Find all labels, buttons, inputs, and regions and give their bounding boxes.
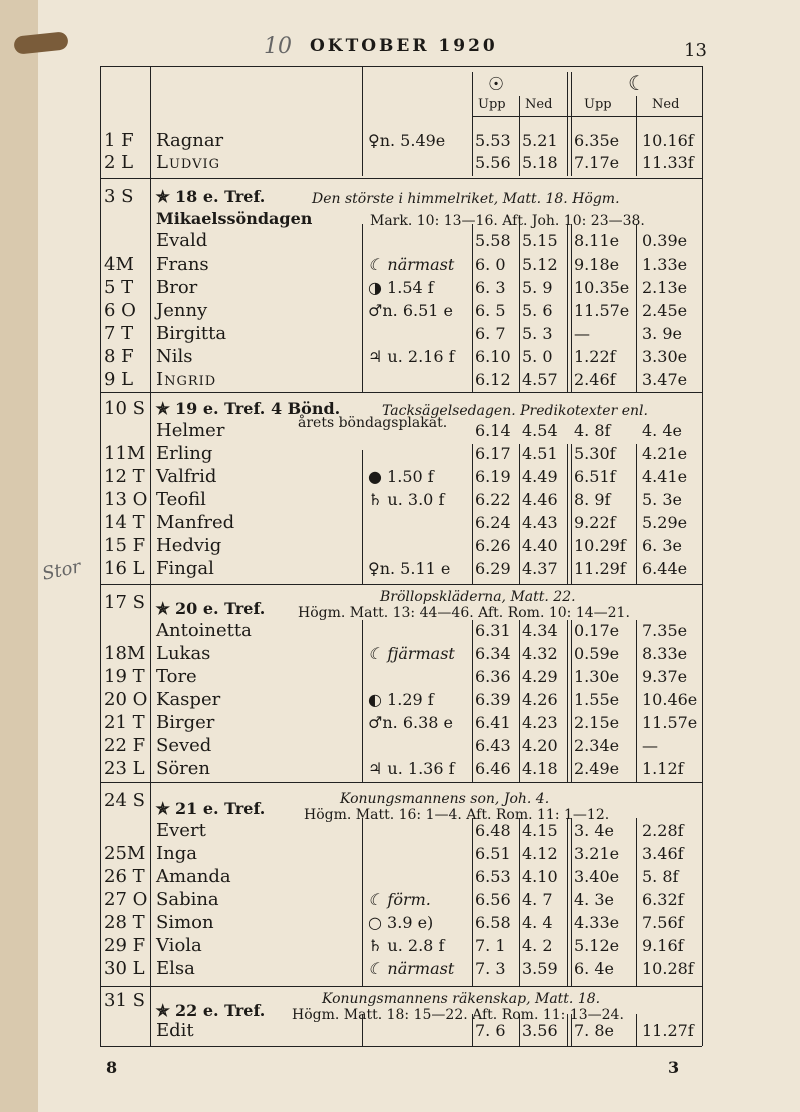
row-moon-up: 2.15e bbox=[574, 713, 620, 732]
row-sun-up: 6. 5 bbox=[475, 301, 506, 320]
row-moon-up: 11.57e bbox=[574, 301, 630, 320]
col-seg-su-2 bbox=[472, 620, 473, 782]
sunday-title: ✯ 19 e. Tref. 4 Bönd. bbox=[156, 399, 341, 418]
col-seg-md-4 bbox=[636, 1014, 637, 1046]
row-sun-up: 6.56 bbox=[475, 890, 511, 909]
margin-note: Stor bbox=[40, 556, 83, 585]
row-sun-down: 4.32 bbox=[522, 644, 558, 663]
row-sun-up: 6.17 bbox=[475, 444, 511, 463]
table-top-line bbox=[100, 66, 702, 67]
row-sun-down: 5. 9 bbox=[522, 278, 553, 297]
row-moon-down: 8.33e bbox=[642, 644, 688, 663]
col-seg-mu2-3 bbox=[571, 818, 572, 986]
row-day: 5 T bbox=[104, 277, 134, 298]
row-sun-down: 3.59 bbox=[522, 959, 558, 978]
row-day: 31 S bbox=[104, 990, 145, 1011]
row-moon-up: 4. 3e bbox=[574, 890, 614, 909]
row-sun-down: 4. 2 bbox=[522, 936, 553, 955]
col-line-day bbox=[150, 66, 151, 1046]
sunday-gospel: Bröllopskläderna, Matt. 22. bbox=[380, 589, 576, 605]
row-event: ◑ 1.54 f bbox=[368, 278, 434, 297]
col-seg-mu-0 bbox=[567, 224, 568, 392]
row-sun-down: 4.26 bbox=[522, 690, 558, 709]
head-rule bbox=[472, 116, 702, 117]
row-moon-up: 2.49e bbox=[574, 759, 620, 778]
row-sun-up: 5.56 bbox=[475, 153, 511, 172]
row-name: Inga bbox=[156, 843, 197, 864]
row-moon-down: 3. 9e bbox=[642, 324, 682, 343]
row-sun-up: 6.14 bbox=[475, 421, 511, 440]
sunday-gospel: Konungsmannens son, Joh. 4. bbox=[340, 791, 550, 807]
row-event: ♀n. 5.49e bbox=[368, 131, 446, 150]
row-moon-down: 6. 3e bbox=[642, 536, 682, 555]
row-name: Tore bbox=[156, 666, 197, 687]
row-sun-down: 5.15 bbox=[522, 231, 558, 250]
row-sun-up: 6. 0 bbox=[475, 255, 506, 274]
row-sun-up: 6. 3 bbox=[475, 278, 506, 297]
row-sun-up: 6.39 bbox=[475, 690, 511, 709]
row-sun-down: 3.56 bbox=[522, 1021, 558, 1040]
row-moon-down: 1.12f bbox=[642, 759, 684, 778]
row-moon-down: 2.45e bbox=[642, 301, 688, 320]
row-day: 2 L bbox=[104, 152, 134, 173]
row-name: Evald bbox=[156, 230, 208, 251]
row-sun-up: 6.26 bbox=[475, 536, 511, 555]
page-title: OKTOBER 1920 bbox=[310, 36, 498, 56]
row-moon-down: 3.46f bbox=[642, 844, 684, 863]
sunday-text: Högm. Matt. 16: 1—4. Aft. Rom. 11: 1—12. bbox=[304, 807, 610, 823]
row-sun-down: 4.18 bbox=[522, 759, 558, 778]
row-sun-up: 6.34 bbox=[475, 644, 511, 663]
row-sun-down: 4.29 bbox=[522, 667, 558, 686]
row-moon-down: 11.33f bbox=[642, 153, 694, 172]
row-name: Manfred bbox=[156, 512, 235, 533]
row-moon-up: 2.46f bbox=[574, 370, 616, 389]
row-sun-up: 6.58 bbox=[475, 913, 511, 932]
col-line-moon-down bbox=[636, 96, 637, 176]
sunday-text: Högm. Matt. 18: 15—22. Aft. Rom. 11: 13—24. bbox=[292, 1007, 624, 1023]
row-moon-down: 4.21e bbox=[642, 444, 688, 463]
row-name: Evert bbox=[156, 820, 206, 841]
row-sun-down: 4.12 bbox=[522, 844, 558, 863]
col-line-left bbox=[100, 66, 101, 1046]
row-event: ♂n. 6.51 e bbox=[368, 301, 453, 320]
row-day: 14 T bbox=[104, 512, 145, 533]
row-sun-down: 4.40 bbox=[522, 536, 558, 555]
row-moon-down: 3.30e bbox=[642, 347, 688, 366]
col-seg-su-3 bbox=[472, 818, 473, 986]
row-moon-up: 1.22f bbox=[574, 347, 616, 366]
row-name: Viola bbox=[156, 935, 202, 956]
sun-rise-heading: Upp bbox=[478, 97, 506, 112]
row-day: 7 T bbox=[104, 323, 134, 344]
row-sun-down: 4.54 bbox=[522, 421, 558, 440]
row-moon-up: 7. 8e bbox=[574, 1021, 614, 1040]
row-sun-up: 7. 3 bbox=[475, 959, 506, 978]
row-sun-up: 6.12 bbox=[475, 370, 511, 389]
row-event: årets böndagsplakat. bbox=[298, 415, 448, 431]
footer-left: 8 bbox=[106, 1058, 118, 1077]
row-day: 6 O bbox=[104, 300, 136, 321]
row-sun-down: 5.12 bbox=[522, 255, 558, 274]
row-moon-up: 4. 8f bbox=[574, 421, 611, 440]
row-name: Fingal bbox=[156, 558, 214, 579]
footer-right: 3 bbox=[668, 1058, 680, 1077]
row-moon-up: 7.17e bbox=[574, 153, 620, 172]
row-day: 30 L bbox=[104, 958, 145, 979]
row-sun-up: 5.58 bbox=[475, 231, 511, 250]
row-event: ♄ u. 2.8 f bbox=[368, 936, 445, 955]
row-moon-up: 6.51f bbox=[574, 467, 616, 486]
row-event: ☾ fjärmast bbox=[368, 644, 455, 663]
col-seg-event-2 bbox=[362, 620, 363, 782]
col-seg-event-0 bbox=[362, 224, 363, 392]
row-moon-down: 11.57e bbox=[642, 713, 698, 732]
col-seg-mu-1 bbox=[567, 444, 568, 584]
row-moon-up: 5.12e bbox=[574, 936, 620, 955]
row-day: 26 T bbox=[104, 866, 145, 887]
col-line-event bbox=[362, 66, 363, 176]
row-moon-up: 3. 4e bbox=[574, 821, 614, 840]
row-name: Valfrid bbox=[156, 466, 217, 487]
row-moon-down: 10.16f bbox=[642, 131, 694, 150]
row-moon-down: 11.27f bbox=[642, 1021, 694, 1040]
row-name: Edit bbox=[156, 1020, 194, 1041]
row-name: Kasper bbox=[156, 689, 221, 710]
moon-symbol: ☾ bbox=[628, 71, 646, 95]
row-moon-up: 1.55e bbox=[574, 690, 620, 709]
row-name: Birger bbox=[156, 712, 215, 733]
row-moon-up: 4.33e bbox=[574, 913, 620, 932]
row-day: 17 S bbox=[104, 592, 145, 613]
table-bottom-line bbox=[100, 1046, 702, 1047]
row-sun-down: 4.51 bbox=[522, 444, 558, 463]
row-moon-down: 10.46e bbox=[642, 690, 698, 709]
row-moon-up: 8.11e bbox=[574, 231, 620, 250]
row-name: Antoinetta bbox=[156, 620, 252, 641]
row-sun-down: 4.46 bbox=[522, 490, 558, 509]
row-moon-up: 0.17e bbox=[574, 621, 620, 640]
row-sun-up: 6.19 bbox=[475, 467, 511, 486]
col-seg-sd-3 bbox=[519, 818, 520, 986]
row-name: Elsa bbox=[156, 958, 195, 979]
row-sun-up: 6.46 bbox=[475, 759, 511, 778]
week-divider-1 bbox=[100, 392, 702, 393]
row-name: Hedvig bbox=[156, 535, 222, 556]
row-moon-down: 5. 3e bbox=[642, 490, 682, 509]
row-name: Sören bbox=[156, 758, 211, 779]
row-moon-up: 5.30f bbox=[574, 444, 616, 463]
row-moon-up: 6. 4e bbox=[574, 959, 614, 978]
row-name: Helmer bbox=[156, 420, 225, 441]
row-name: Seved bbox=[156, 735, 212, 756]
col-seg-md-1 bbox=[636, 444, 637, 584]
col-seg-sd-1 bbox=[519, 444, 520, 584]
row-name: Teofil bbox=[156, 489, 206, 510]
col-seg-mu-3 bbox=[567, 818, 568, 986]
row-event: ♃ u. 2.16 f bbox=[368, 347, 455, 366]
col-seg-md-0 bbox=[636, 224, 637, 392]
row-name: Frans bbox=[156, 254, 209, 275]
row-day: 29 F bbox=[104, 935, 146, 956]
col-seg-mu2-1 bbox=[571, 444, 572, 584]
row-moon-down: — bbox=[642, 736, 658, 755]
row-day: 20 O bbox=[104, 689, 148, 710]
row-moon-down: 5.29e bbox=[642, 513, 688, 532]
row-sun-down: 4.15 bbox=[522, 821, 558, 840]
col-seg-md-2 bbox=[636, 620, 637, 782]
row-moon-up: 3.21e bbox=[574, 844, 620, 863]
row-event: ○ 3.9 e) bbox=[368, 913, 434, 932]
row-name: Ragnar bbox=[156, 130, 224, 151]
row-event: ☾ närmast bbox=[368, 255, 455, 274]
sunday-title: ✯ 21 e. Tref. bbox=[156, 799, 266, 818]
moon-set-heading: Ned bbox=[652, 97, 680, 112]
col-line-right bbox=[702, 66, 703, 1046]
row-sun-up: 6.31 bbox=[475, 621, 511, 640]
row-moon-down: 3.47e bbox=[642, 370, 688, 389]
row-name: Erling bbox=[156, 443, 213, 464]
row-sun-up: 6.53 bbox=[475, 867, 511, 886]
col-seg-su-1 bbox=[472, 444, 473, 584]
col-seg-md-3 bbox=[636, 818, 637, 986]
row-moon-up: 10.29f bbox=[574, 536, 626, 555]
col-seg-su-0 bbox=[472, 224, 473, 392]
row-name: Sabina bbox=[156, 889, 219, 910]
row-moon-down: 9.16f bbox=[642, 936, 684, 955]
row-sun-down: 4.23 bbox=[522, 713, 558, 732]
row-sun-down: 4. 7 bbox=[522, 890, 553, 909]
row-sun-down: 4.49 bbox=[522, 467, 558, 486]
row-moon-down: 1.33e bbox=[642, 255, 688, 274]
row-moon-up: 11.29f bbox=[574, 559, 626, 578]
row-moon-down: 0.39e bbox=[642, 231, 688, 250]
row-day: 12 T bbox=[104, 466, 145, 487]
row-day: 3 S bbox=[104, 186, 134, 207]
sunday-text: Högm. Matt. 13: 44—46. Aft. Rom. 10: 14—21. bbox=[298, 605, 630, 621]
sunday-text-2: Mark. 10: 13—16. Aft. Joh. 10: 23—38. bbox=[370, 213, 645, 229]
row-sun-up: 6.43 bbox=[475, 736, 511, 755]
row-sun-down: 5. 6 bbox=[522, 301, 553, 320]
row-sun-up: 6.41 bbox=[475, 713, 511, 732]
page-number: 13 bbox=[684, 40, 707, 61]
row-moon-down: 4. 4e bbox=[642, 421, 682, 440]
row-day: 28 T bbox=[104, 912, 145, 933]
row-name: Bror bbox=[156, 277, 198, 298]
row-day: 19 T bbox=[104, 666, 145, 687]
row-moon-down: 10.28f bbox=[642, 959, 694, 978]
row-moon-up: 8. 9f bbox=[574, 490, 611, 509]
row-name: Ludvig bbox=[156, 152, 221, 173]
row-moon-down: 6.32f bbox=[642, 890, 684, 909]
row-sun-up: 6.48 bbox=[475, 821, 511, 840]
row-sun-up: 6.24 bbox=[475, 513, 511, 532]
row-sun-down: 5.21 bbox=[522, 131, 558, 150]
row-sun-up: 6.22 bbox=[475, 490, 511, 509]
row-moon-up: 9.18e bbox=[574, 255, 620, 274]
row-event: ● 1.50 f bbox=[368, 467, 434, 486]
row-sun-down: 4.20 bbox=[522, 736, 558, 755]
row-event: ♄ u. 3.0 f bbox=[368, 490, 445, 509]
row-name: Lukas bbox=[156, 643, 211, 664]
sunday-title: ✯ 22 e. Tref. bbox=[156, 1001, 266, 1020]
row-event: ☾ förm. bbox=[368, 890, 431, 909]
row-day: 24 S bbox=[104, 790, 145, 811]
row-event: ♃ u. 1.36 f bbox=[368, 759, 455, 778]
row-moon-down: 7.35e bbox=[642, 621, 688, 640]
row-sun-down: 4.34 bbox=[522, 621, 558, 640]
row-day: 1 F bbox=[104, 130, 134, 151]
sun-set-heading: Ned bbox=[525, 97, 553, 112]
row-name: Birgitta bbox=[156, 323, 227, 344]
row-day: 8 F bbox=[104, 346, 134, 367]
col-line-moon-up-b bbox=[571, 72, 572, 176]
row-moon-up: 6.35e bbox=[574, 131, 620, 150]
row-moon-up: 1.30e bbox=[574, 667, 620, 686]
col-seg-sd-2 bbox=[519, 620, 520, 782]
row-day: 4M bbox=[104, 254, 134, 275]
row-day: 9 L bbox=[104, 369, 134, 390]
sunday-feast: Mikaelssöndagen bbox=[156, 209, 313, 228]
row-moon-up: — bbox=[574, 324, 590, 343]
row-day: 10 S bbox=[104, 398, 145, 419]
col-seg-event-3 bbox=[362, 818, 363, 986]
row-day: 11M bbox=[104, 443, 146, 464]
sun-symbol: ☉ bbox=[488, 74, 505, 95]
row-moon-up: 3.40e bbox=[574, 867, 620, 886]
row-sun-up: 6.29 bbox=[475, 559, 511, 578]
row-name: Amanda bbox=[156, 866, 231, 887]
row-sun-up: 6.51 bbox=[475, 844, 511, 863]
row-event: ◐ 1.29 f bbox=[368, 690, 434, 709]
row-sun-down: 5.18 bbox=[522, 153, 558, 172]
row-day: 25M bbox=[104, 843, 146, 864]
row-moon-up: 0.59e bbox=[574, 644, 620, 663]
row-sun-up: 6.10 bbox=[475, 347, 511, 366]
row-day: 22 F bbox=[104, 735, 146, 756]
row-sun-down: 5. 0 bbox=[522, 347, 553, 366]
row-sun-up: 6.36 bbox=[475, 667, 511, 686]
sunday-gospel: Konungsmannens räkenskap, Matt. 18. bbox=[322, 991, 601, 1007]
col-seg-mu2-0 bbox=[571, 224, 572, 392]
col-line-sun-up bbox=[472, 72, 473, 176]
row-name: Ingrid bbox=[156, 369, 217, 390]
col-line-moon-up bbox=[567, 72, 568, 176]
page-gutter bbox=[0, 0, 38, 1112]
row-name: Nils bbox=[156, 346, 193, 367]
sunday-title: ✯ 18 e. Tref. bbox=[156, 187, 266, 206]
week-divider-3 bbox=[100, 782, 702, 783]
pencil-mark: 10 bbox=[264, 34, 292, 59]
row-day: 27 O bbox=[104, 889, 148, 910]
row-event: ♂n. 6.38 e bbox=[368, 713, 453, 732]
row-sun-up: 6. 7 bbox=[475, 324, 506, 343]
week-divider-0 bbox=[100, 178, 702, 179]
row-moon-up: 10.35e bbox=[574, 278, 630, 297]
row-moon-down: 9.37e bbox=[642, 667, 688, 686]
row-day: 13 O bbox=[104, 489, 148, 510]
row-name: Simon bbox=[156, 912, 214, 933]
row-sun-down: 4.43 bbox=[522, 513, 558, 532]
row-sun-down: 4.10 bbox=[522, 867, 558, 886]
row-day: 15 F bbox=[104, 535, 146, 556]
row-moon-down: 2.28f bbox=[642, 821, 684, 840]
col-seg-sd-0 bbox=[519, 224, 520, 392]
col-line-sun-down bbox=[519, 96, 520, 176]
sunday-text: Den störste i himmelriket, Matt. 18. Högm. bbox=[312, 191, 620, 207]
row-moon-up: 9.22f bbox=[574, 513, 616, 532]
row-moon-down: 2.13e bbox=[642, 278, 688, 297]
row-event: ☾ närmast bbox=[368, 959, 455, 978]
row-moon-down: 4.41e bbox=[642, 467, 688, 486]
row-moon-down: 7.56f bbox=[642, 913, 684, 932]
row-moon-down: 6.44e bbox=[642, 559, 688, 578]
col-seg-mu-2 bbox=[567, 620, 568, 782]
row-sun-up: 7. 1 bbox=[475, 936, 506, 955]
row-sun-down: 4. 4 bbox=[522, 913, 553, 932]
row-sun-down: 4.37 bbox=[522, 559, 558, 578]
row-day: 23 L bbox=[104, 758, 145, 779]
row-day: 16 L bbox=[104, 558, 145, 579]
row-name: Jenny bbox=[156, 300, 208, 321]
sunday-title: ✯ 20 e. Tref. bbox=[156, 599, 266, 618]
row-sun-up: 7. 6 bbox=[475, 1021, 506, 1040]
row-event: ♀n. 5.11 e bbox=[368, 559, 451, 578]
row-sun-down: 5. 3 bbox=[522, 324, 553, 343]
row-day: 18M bbox=[104, 643, 146, 664]
row-sun-up: 5.53 bbox=[475, 131, 511, 150]
row-moon-down: 5. 8f bbox=[642, 867, 679, 886]
col-seg-mu2-2 bbox=[571, 620, 572, 782]
row-sun-down: 4.57 bbox=[522, 370, 558, 389]
sunday-text: Tacksägelsedagen. Predikotexter enl. bbox=[382, 403, 648, 419]
row-moon-up: 2.34e bbox=[574, 736, 620, 755]
row-day: 21 T bbox=[104, 712, 145, 733]
moon-rise-heading: Upp bbox=[584, 97, 612, 112]
col-seg-event-1 bbox=[362, 450, 363, 584]
